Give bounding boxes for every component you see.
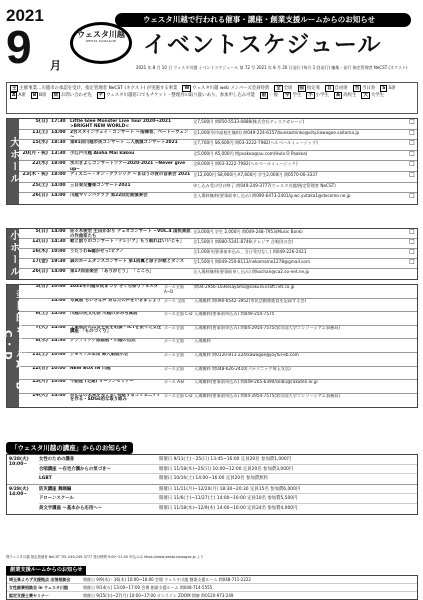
section-label-small-hall: 小ホール: [7, 230, 19, 278]
event-date: 23(木・祝): [22, 171, 48, 177]
course-title: 合唱講座 ～在宅介護からの気づき～: [39, 466, 111, 472]
event-row[interactable]: [19, 172, 417, 183]
legend-text: 大学生: [370, 93, 385, 98]
event-time: 10:00: [51, 249, 66, 254]
page-header: [0, 0, 423, 80]
courses-header: 「ウェスタ川越の講座」からのお知らせ: [6, 442, 133, 454]
event-date: 14(火): [32, 393, 48, 398]
event-time: 19:30: [51, 259, 66, 264]
event-time: 14:00: [51, 193, 66, 199]
legend-item: [325, 85, 348, 92]
event-title: 2021年川越市民まつり さくら祭りフェスタ: [70, 285, 159, 289]
event-time: 14:30: [51, 239, 66, 244]
ticket-mark-icon: □: [409, 229, 415, 235]
legend-key: W: [184, 86, 190, 91]
ticket-mark-icon: □: [409, 171, 415, 178]
ticket-mark-icon: [407, 312, 417, 325]
legend: [6, 82, 418, 114]
tagline: ウェスタ川越で行われる催事・講座・創業支援ルームからのお知らせ: [115, 13, 411, 27]
event-row[interactable]: [19, 285, 417, 299]
event-row[interactable]: [19, 367, 417, 381]
ticket-mark-icon: □: [409, 193, 415, 200]
course-title: 美文字講座 ～基本から応用へ～: [39, 505, 102, 511]
legend-text: 高校生: [343, 93, 357, 98]
event-date: 12(日): [32, 366, 48, 371]
event-price: 全1,000円(要事前申込み、当日受付なし) 問049-226-2421: [193, 249, 307, 254]
event-seat: ホール全面: [164, 366, 184, 371]
legend-text: B席: [39, 93, 47, 98]
courses-box: [6, 454, 418, 515]
course-row[interactable]: [39, 455, 417, 465]
event-title: うたうわ&聴かせっ!ピアノ: [70, 249, 124, 254]
event-price: 申し込み受け付け終了 問049-249-3777(ウェスタ川越/指定管理者 NeCST): [193, 182, 336, 188]
event-title: 小江戸川越 Aloha Mai kākou: [70, 150, 135, 156]
legend-item: [353, 85, 376, 92]
startup-row[interactable]: [7, 584, 417, 592]
course-row[interactable]: [39, 494, 417, 504]
event-price: 全1,000円(中高校生無料) 問049-224-6157/bunkashinko@city.kawagoe.saitama.jp: [193, 129, 360, 135]
event-date: 16(木): [32, 249, 48, 254]
event-title: 歌と語りのコンサート「テレジア」もう眠ればいいじゃ」: [70, 239, 184, 244]
legend-key: 自: [327, 86, 332, 91]
event-time: 10:00: [51, 352, 66, 357]
course-title: LGBT: [39, 476, 52, 482]
event-date: 15(水): [32, 140, 48, 146]
event-time: 18:00: [51, 171, 66, 177]
event-price: 入場無料 問048-626-2410(パナソニック埼玉支店): [194, 366, 291, 371]
month: 9: [6, 21, 32, 73]
event-price: 全7,500円 問050-5533-0888(株式会社ディスクガレージ): [193, 119, 305, 124]
event-date: 6(土): [35, 312, 48, 317]
event-seat: ホール全面 A~D: [164, 285, 184, 294]
event-seat: ホール全面: [164, 325, 184, 330]
event-price: 全1,500円 問049-250-8113/nekomame1278@gmail.com: [193, 259, 311, 264]
event-row[interactable]: [19, 119, 417, 130]
startup-row[interactable]: [7, 576, 417, 584]
startup-name: 認定支援士業セミナー: [9, 592, 49, 598]
course-detail: 開催日 11/18(木)~12/9(木) 14:00~16:00 定員24名 参加費4,000円: [159, 505, 298, 511]
course-detail: 開催日 10/16(土) 14:00~16:00 定員20名 参加費無料: [159, 476, 268, 482]
event-price: 全7,700円 S6,600円 問03-3222-7982(ヘルベールミュージック): [193, 140, 318, 146]
ticket-mark-icon: □: [409, 150, 415, 157]
legend-item: [306, 92, 329, 99]
event-time: 14:30: [51, 339, 66, 344]
issue-info: 2021 年 8 月 10 日 ウェスタ川越 イベントスケジュール 第 72 号 2021 年 8 月 20 日発行 (毎月 1 回発行) 編集・発行 指定管理者 NeCST (ネクスト): [136, 65, 408, 70]
legend-item: [52, 92, 92, 99]
event-seat: ホール全面 C-D: [164, 312, 193, 317]
legend-key: 当: [354, 86, 360, 91]
event-title: ジョイフル本田 婦人服展示会: [70, 352, 129, 357]
event-date: 25(土): [32, 182, 48, 188]
ticket-mark-icon: [407, 353, 417, 366]
legend-key: 指: [299, 86, 304, 91]
event-title: 不動産 (宅建) オープンセミナー: [70, 380, 134, 385]
course-row[interactable]: [39, 465, 417, 475]
legend-item: [182, 85, 269, 92]
event-row[interactable]: [19, 353, 417, 367]
legend-key: 全: [276, 86, 281, 91]
course-rows: [39, 455, 417, 484]
event-row[interactable]: [19, 229, 417, 239]
course-row[interactable]: [39, 485, 417, 495]
event-date: 20(月・祝): [22, 150, 48, 156]
event-date: 5(日): [35, 229, 48, 234]
logo-text: ウェスタ川越: [77, 30, 125, 39]
event-time: 14:00: [51, 182, 66, 188]
legend-key: 高: [335, 93, 341, 98]
ticket-mark-icon: □: [409, 129, 415, 136]
event-title: Little Glee Monster Live Tour 2020→2021 >BRIGHT NEW WORLD<: [70, 119, 172, 129]
course-row[interactable]: [39, 504, 417, 514]
event-title: みんなの未来を考える: 持続するコミュニティを作る・SDGs的な取り組み: [70, 393, 161, 403]
event-time: 10:00: [51, 366, 66, 371]
event-price: 入場無料 問090-6542-3952(市民活動推進員を記録する会): [194, 298, 307, 303]
event-row[interactable]: [19, 326, 417, 340]
ticket-mark-icon: [407, 394, 417, 408]
section-large-hall: [6, 118, 418, 205]
section-label-multi-hall: 多目的ホールA・B・C・D: [7, 285, 19, 407]
event-title: 佐々木俊宏 生田かおり デュオコンサート ~VOL.4 国民楽派の作曲家たち: [70, 229, 191, 238]
legend-item: [31, 92, 47, 99]
legend-text: 指定席: [306, 86, 321, 91]
course-title: ドローンスクール: [39, 496, 74, 502]
startup-name: 埼玉県よろず支援拠点 出張相談会: [9, 577, 71, 582]
event-time: 10:00: [51, 285, 66, 289]
event-date: 26(日): [32, 193, 48, 199]
event-row[interactable]: [19, 380, 417, 394]
event-title: 三日菜交響楽コンサート2021: [70, 182, 131, 188]
ticket-mark-icon: [407, 269, 417, 279]
event-price: 入場無料: [194, 339, 211, 344]
course-rows: [39, 485, 417, 514]
legend-text: 学生: [292, 93, 302, 98]
event-price: 全12,000円 S8,900円 A7,600円 学生2,000円 問0570-00-3337: [193, 171, 318, 177]
event-row[interactable]: [19, 193, 417, 204]
course-title: 女性のための護身: [39, 457, 75, 462]
event-date: 11(土): [32, 129, 48, 135]
event-price: 問04-2956-1036/sayama@sakura.kraft.net.co.jp: [194, 285, 295, 289]
course-row[interactable]: [39, 474, 417, 484]
event-time: 18:00: [51, 161, 66, 167]
event-time: 14:00: [51, 229, 66, 234]
legend-item: [10, 85, 177, 92]
legend-item: [10, 92, 26, 99]
event-title: 森のホームダンスコンサート 第1回翼と原子が歌とダンス: [70, 259, 185, 264]
event-row[interactable]: [19, 140, 417, 151]
event-date: 11(土): [32, 352, 48, 357]
legend-text: S席: [388, 86, 396, 91]
event-row[interactable]: [19, 312, 417, 326]
event-date: 13(月): [32, 380, 48, 385]
legend-text: 自由席: [334, 86, 348, 91]
contact-info: 問ウェスタ川越 指定管理者 NeCST TEL 049-249-3777 受付時間 9:00~21:00 申込みは https://www.westa-kawagoe.jp より: [6, 555, 204, 559]
event-title: 第17回音楽会 「ありがとう」 「こころ」: [70, 269, 154, 274]
event-time: 13:30: [51, 150, 66, 156]
event-row[interactable]: [19, 339, 417, 353]
section-multi-hall: [2, 284, 418, 408]
legend-item: [361, 92, 384, 99]
event-price: 入場無料(要事前申込み) 問049-265-6390/seibu@rakuten.or.jp: [194, 380, 318, 385]
event-price: 入場無料(要事前申込み) 問049-254-7575: [194, 312, 275, 317]
event-seat: ホール全面: [164, 352, 184, 357]
event-time: 14:00: [51, 393, 66, 398]
page-title: イベントスケジュール: [143, 32, 382, 58]
month-suffix: 月: [50, 59, 61, 72]
event-title: グラフィック原画展・川越の自然: [70, 339, 136, 344]
section-label-large-hall: 大ホール: [7, 119, 19, 204]
event-row[interactable]: [19, 239, 417, 249]
multi-hall-rows: [19, 285, 417, 407]
legend-key: 問: [53, 93, 58, 98]
event-price: 全入場料無料(要事前申し込み) 問090-6473-2401/g.wc.yutaka1@docomo.ne.jp: [193, 193, 351, 199]
ticket-mark-icon: □: [409, 119, 415, 125]
event-time: 14:00: [51, 312, 66, 317]
legend-text: ウェスタ川越 web メンバーズ会員特典: [192, 86, 270, 91]
legend-key: S: [382, 86, 386, 91]
event-date: 22(水): [32, 161, 48, 167]
event-seat: ホール A-B: [164, 380, 184, 385]
event-title: NEW BOX IN 川越: [70, 366, 111, 371]
startup-detail: 開催日 9/15(水)~27(月) 10:00~17:00 オンライン ZOOM 開催 問0120-973-249: [83, 592, 234, 598]
event-price: 入場無料(要事前申込み) 問04-2954-7575(彩の国大学コンソーシアム事務局): [194, 393, 341, 398]
legend-key: B: [32, 93, 37, 98]
startup-detail: 開催日 9/9(木)・16(木) 10:00~16:00 会場 ウェスタ川越 創業支援ルーム 問048-711-2222: [83, 577, 251, 582]
event-time: 18:30: [51, 140, 66, 146]
course-detail: 開催日 11/6(土)~11/27(土) 14:00~16:00 定員10名 参加費5,500円: [159, 496, 298, 502]
ticket-mark-icon: [407, 326, 417, 339]
event-time: 14:00: [51, 269, 66, 274]
ticket-mark-icon: [407, 299, 417, 312]
event-price: 全3,000円 学生 2,000円 問049-248-7953(Music Bank): [193, 229, 303, 234]
legend-text: お問い合わせ先: [60, 93, 92, 98]
event-title: 川越マリンバクラブ 第22回定期演奏会: [70, 193, 148, 199]
legend-key: A: [12, 93, 16, 98]
startup-name: 女性創業相談会 in ウェスタ川越: [9, 584, 68, 590]
course-apply-date: 9/28(火) 10:00~: [9, 457, 29, 468]
legend-text: ウェスタ川越窓口でもチケット・整理券の取り扱いあり。参加申し込み可能: [106, 93, 255, 98]
event-row[interactable]: [19, 130, 417, 141]
ticket-mark-icon: □: [409, 249, 415, 255]
event-title: 写真展 ちいさな声 あなたの声をいきましょう: [70, 298, 161, 303]
event-seat: ホール 全面: [164, 298, 186, 303]
course-group: [7, 455, 417, 485]
legend-key: 主: [12, 86, 17, 91]
event-row[interactable]: [19, 259, 417, 269]
event-row[interactable]: [19, 161, 417, 172]
ticket-mark-icon: □: [409, 259, 415, 265]
event-time: 14:00: [51, 298, 66, 303]
section-small-hall: [6, 228, 418, 280]
event-title: 川越市民文化祭 川越の歩み写真展: [70, 312, 138, 317]
legend-text: 小学生: [315, 93, 329, 98]
event-row[interactable]: [19, 249, 417, 259]
event-time: 14:00: [51, 325, 66, 330]
event-date: 7(火): [35, 325, 48, 330]
legend-item: [274, 85, 292, 92]
event-row[interactable]: [19, 394, 417, 408]
legend-text: A席: [18, 93, 26, 98]
legend-text: 当日券: [362, 86, 376, 91]
event-date: 5(日): [35, 119, 48, 124]
ticket-mark-icon: □: [409, 140, 415, 147]
event-date: 12(日): [32, 239, 48, 244]
event-price: 入場無料 問0120-811-224/kawagoe@joyful-eb.com: [194, 352, 299, 357]
course-apply-date: 9/28(火) 14:00~: [9, 486, 29, 497]
event-seat: ホール全面: [164, 339, 184, 344]
event-title: 氷川きよしコンサートツアー2020-2021 ~Never give up~: [70, 161, 186, 171]
ticket-mark-icon: [407, 367, 417, 380]
event-price: 全入場料無料(要事前申し込み) 問kochan@ca2.so-net.ne.jp: [193, 269, 310, 274]
event-date: 5(日): [35, 285, 48, 289]
legend-item: [283, 92, 301, 99]
legend-item: [260, 92, 278, 99]
course-detail: 開催日 9/11(土)・25(日) 13:45~16:00 定員20名 参加費1,000円: [159, 457, 292, 462]
ticket-mark-icon: [407, 339, 417, 352]
startup-box: [6, 575, 418, 600]
event-price: 入場無料(要事前申込み) 問04-2954-7575(彩の国大学コンソーシアム事務局): [194, 325, 341, 330]
event-time: 17:30: [51, 119, 66, 124]
legend-key: 小: [308, 93, 313, 98]
legend-item: [334, 92, 357, 99]
year: 2021: [6, 6, 44, 25]
legend-key: チ: [98, 93, 104, 98]
legend-key: 般: [261, 93, 267, 98]
event-title: ディズニー・オン・クラシック ～まほうの夜の音楽会 2021: [70, 171, 191, 177]
logo-subtext: WESTA KAWAGOE: [85, 38, 117, 43]
legend-text: 一般: [269, 93, 279, 98]
legend-key: 大: [363, 93, 368, 98]
event-row[interactable]: [19, 183, 417, 194]
event-row[interactable]: [19, 299, 417, 313]
course-detail: 開催日 11/18(木)~25(日) 10:00~12:00 定員20名 参加費3,000円: [159, 466, 294, 472]
ticket-mark-icon: [407, 183, 417, 193]
event-date: 8(水): [35, 339, 48, 344]
legend-item: [97, 92, 255, 99]
startup-detail: 開催日 9/14(火) 13:00~17:00 会場 創業支援ルーム 問048-714-5555: [83, 584, 213, 590]
event-price: 全1,500円 問080-5341-8746(テレジア 合唱団の会): [193, 239, 294, 244]
event-row[interactable]: [19, 269, 417, 279]
course-detail: 開催日 11/11(月)~12/20(月) 18:30~20:30 定員15名 参加費6,000円: [159, 486, 301, 492]
legend-key: 学: [285, 93, 290, 98]
startup-header: 創業支援ルームからのお知らせ: [6, 566, 86, 575]
ticket-mark-icon: □: [409, 161, 415, 168]
ticket-mark-icon: [407, 285, 417, 298]
ticket-mark-icon: □: [409, 239, 415, 245]
event-time: 14:00: [51, 129, 66, 135]
event-price: 全8,000円 問03-3222-7982(ヘルベールミュージック): [193, 161, 298, 167]
course-title: 防災講座 舞踊編: [39, 486, 72, 492]
event-time: 10:00: [51, 380, 66, 385]
small-hall-rows: [19, 229, 417, 279]
large-hall-rows: [19, 119, 417, 204]
event-date: 17(金): [32, 259, 48, 264]
logo: [70, 22, 132, 64]
event-seat: ホール全面 C-D: [164, 393, 193, 398]
legend-text: 全席: [283, 86, 293, 91]
startup-row[interactable]: [7, 592, 417, 600]
event-row[interactable]: [19, 151, 417, 162]
event-title: 2台スタインウェイ・コンサート ～指揮者、ベートーヴェン～: [70, 129, 189, 140]
legend-item: [380, 85, 395, 92]
event-title: 第81回川越市民コンサート 二人展演コンサート2021: [70, 140, 178, 146]
event-title: 工業展がんばる生徒を応援・ICTを使った女性講座 「ものづくり」: [70, 325, 162, 335]
course-group: [7, 485, 417, 514]
legend-text: 主催事業…川越市の承認を受け、指定管理者 NeCST (ネクスト) が実施する事業: [19, 86, 178, 91]
event-price: 全5,000円 A5,000円 問psakea@au.com(Hula O Paakea): [193, 150, 308, 156]
event-date: 26(日): [32, 269, 48, 274]
legend-item: [298, 85, 321, 92]
ticket-mark-icon: [407, 380, 417, 393]
